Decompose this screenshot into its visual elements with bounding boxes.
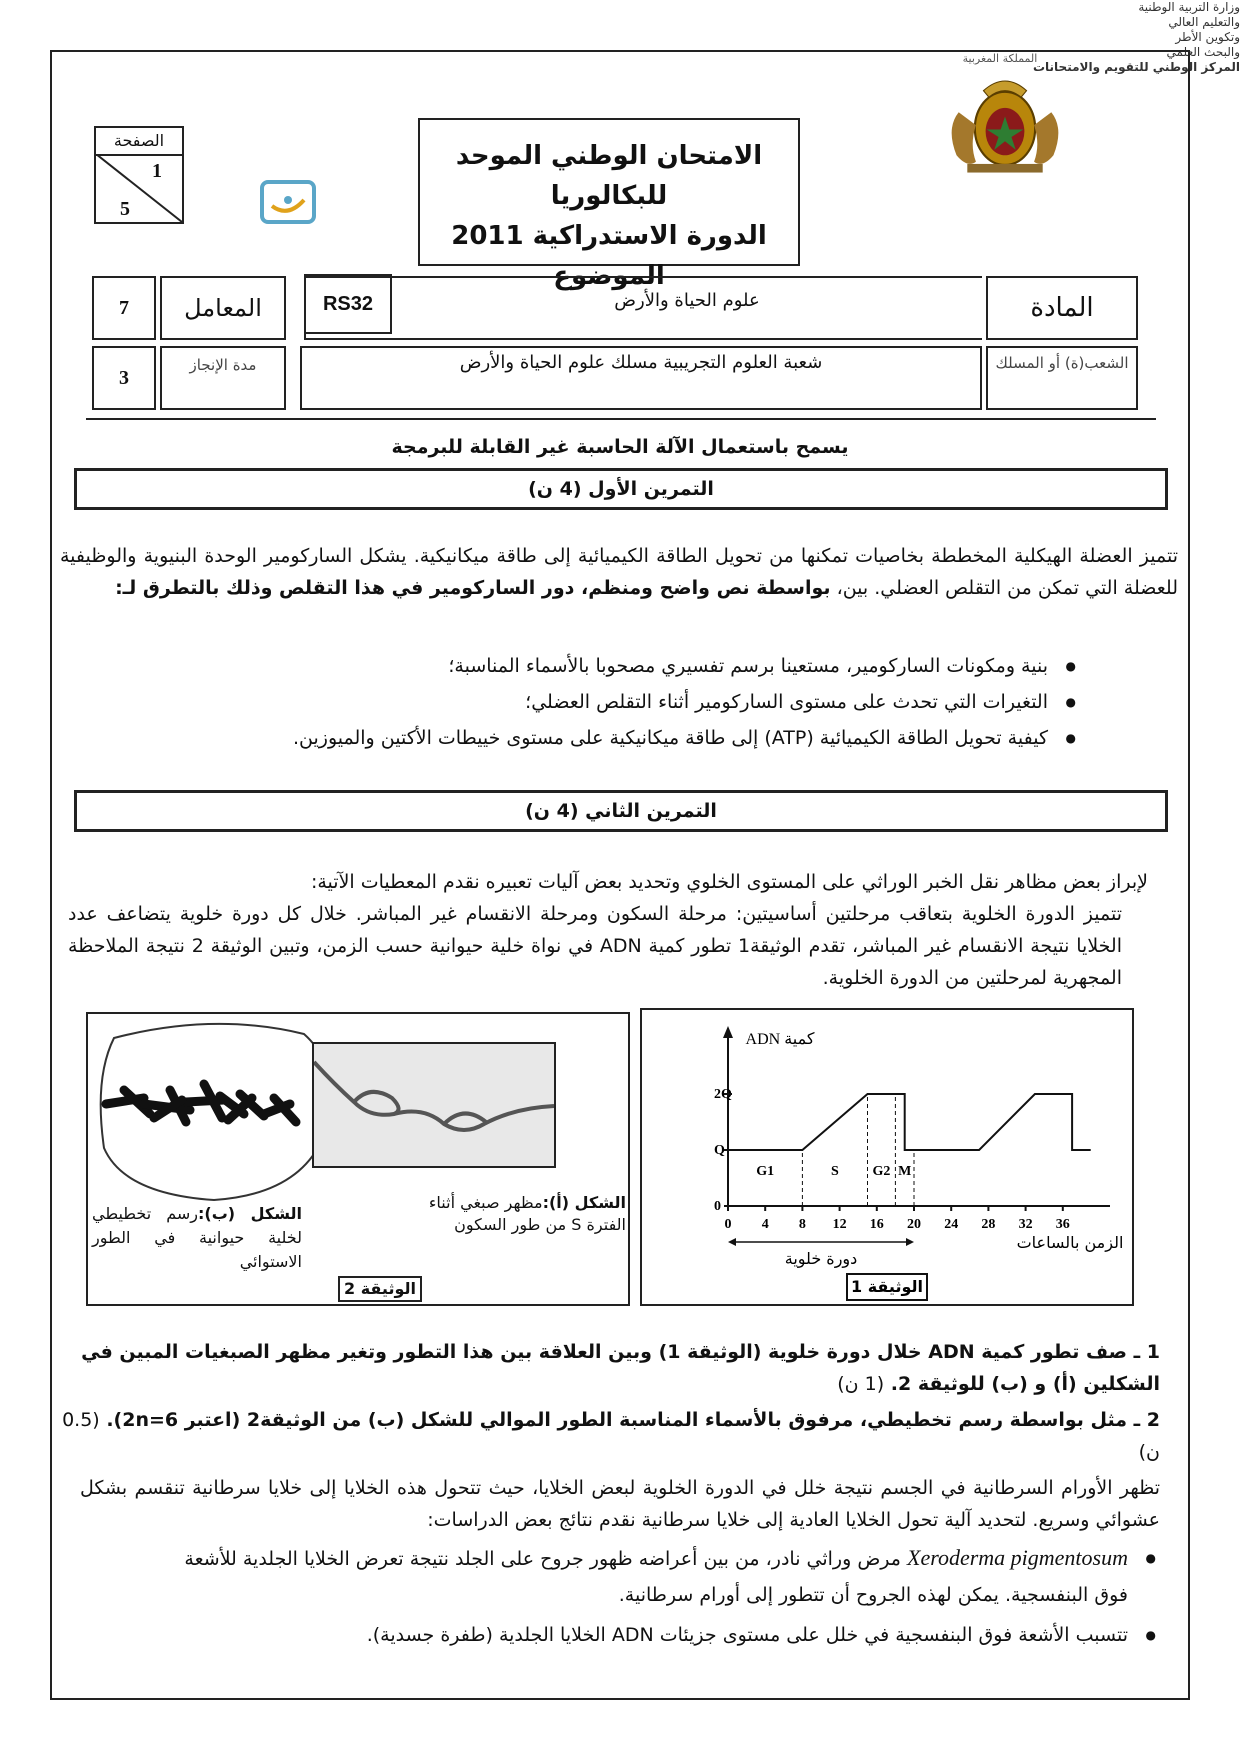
chromatin-photo	[312, 1042, 556, 1168]
x-tick-label: 0	[724, 1217, 732, 1232]
fig-a-title: الشكل (أ):	[542, 1193, 626, 1212]
ministry-line: والبحث العلمي	[1166, 45, 1240, 59]
question-1-points: (1 ن)	[837, 1373, 885, 1395]
page-number-box	[94, 126, 184, 224]
question-2-number: 2	[1146, 1409, 1160, 1431]
duration-label: مدة الإنجاز	[160, 346, 286, 410]
page-diagonal	[96, 154, 182, 222]
y-tick-label: 2Q	[714, 1087, 732, 1102]
ministry-line: وزارة التربية الوطنية	[1138, 0, 1240, 14]
kingdom-label: المملكة المغربية	[962, 52, 1038, 65]
exercise1-intro	[60, 540, 1178, 604]
x-tick-label: 24	[944, 1217, 959, 1232]
header-rule	[86, 418, 1156, 420]
exercise1-bullets	[120, 648, 1080, 756]
x-tick-label: 16	[869, 1217, 884, 1232]
page-number: 1	[152, 160, 162, 182]
calculator-note: يسمح باستعمال الآلة الحاسبة غير القابلة للبرمجة	[391, 436, 849, 458]
disease-name: Xeroderma pigmentosum	[907, 1545, 1128, 1570]
adn-series-line	[728, 1094, 1091, 1150]
y-axis-label: كمية ADN	[745, 1031, 815, 1048]
phase-label: G1	[756, 1164, 775, 1180]
ministry-line: والتعليم العالي	[1168, 15, 1240, 29]
phase-label: S	[831, 1164, 839, 1180]
exam-title-box	[418, 118, 800, 291]
fig-a-text: مظهر صبغي أثناء الفترة S من طور السكون	[428, 1193, 626, 1234]
x-tick-label: 20	[907, 1217, 921, 1232]
cnem-logo-icon	[258, 172, 318, 228]
subject-code: RS32	[304, 274, 392, 334]
exercise2-para2: تظهر الأورام السرطانية في الجسم نتيجة خلل في الدورة الخلوية لبعض الخلايا، حيث تتحول هذه الخلايا إلى خلايا سرطانية تنقسم بشكل عشوائي وسريع. لتحديد آلية تحول الخلايا العادية إلى خلايا سرطانية نقدم نتائج بعض الدراسات:	[80, 1477, 1160, 1531]
adn-chart	[642, 1010, 1132, 1304]
subject-label: المادة	[986, 276, 1138, 340]
fig-b-text: رسم تخطيطي لخلية حيوانية في الطور الاستوائي	[92, 1204, 302, 1271]
subject-name: علوم الحياة والأرض	[614, 290, 760, 311]
y-tick-label: 0	[714, 1199, 721, 1214]
exercise2-para1: تتميز الدورة الخلوية بتعاقب مرحلتين أساسيتين: مرحلة السكون ومرحلة الانقسام غير المباشر. خلال كل دورة خلوية يتضاعف عدد الخلايا نتيجة الانقسام غير المباشر، تقدم الوثيقة1 تطور كمية ADN في نواة خلية حيوانية حسب الزمن، وتبين الوثيقة 2 نتيجة الملاحظة المجهرية لمرحلتين من الدورة الخلوية.	[68, 903, 1122, 989]
exam-session: الدورة الاستدراكية 2011	[451, 221, 767, 251]
exercise2-bullets	[160, 1540, 1160, 1653]
list-item-text: مرض وراثي نادر، من بين أعراضه ظهور جروح على الجلد نتيجة تعرض الخلايا الجلدية للأشعة فوق البنفسجية. يمكن لهذه الجروح أن تتطور إلى أورام سرطانية.	[184, 1548, 1128, 1606]
exam-subject-label: الموضوع	[553, 261, 665, 291]
document1-label: الوثيقة 1	[851, 1277, 923, 1296]
list-item-text: تتسبب الأشعة فوق البنفسجية في خلل على مستوى جزيئات ADN الخلايا الجلدية (طفرة جسدية).	[366, 1624, 1128, 1646]
x-tick-label: 8	[798, 1217, 806, 1232]
page-total: 5	[120, 198, 130, 220]
y-axis-arrow	[723, 1026, 733, 1038]
exercise1-intro-bold: بواسطة نص واضح ومنظم، دور الساركومير في هذا التقلص وذلك بالتطرق لـ:	[115, 577, 831, 599]
coefficient-label: المعامل	[160, 276, 286, 340]
question-2	[40, 1404, 1160, 1468]
moroccan-emblem-icon	[935, 68, 1075, 178]
branch-label: الشعب(ة) أو المسلك	[986, 346, 1138, 410]
coefficient-value: 7	[92, 276, 156, 340]
ministry-line: المركز الوطني للتقويم والامتحانات	[1032, 60, 1240, 74]
list-item: ● كيفية تحويل الطاقة الكيميائية (ATP) إلى طاقة ميكانيكية على مستوى خييطات الأكتين والميوزين.	[120, 720, 1080, 756]
list-item: ● بنية ومكونات الساركومير، مستعينا برسم تفسيري مصحوبا بالأسماء المناسبة؛	[120, 648, 1080, 684]
document1-figure	[640, 1008, 1134, 1306]
exercise2-intro: لإبراز بعض مظاهر نقل الخبر الوراثي على المستوى الخلوي وتحديد بعض آليات تعبيره نقدم المعطيات الآتية:	[310, 871, 1148, 893]
question-2-points: (0.5 ن)	[62, 1409, 1160, 1463]
cycle-arrow-head-right	[906, 1238, 914, 1246]
x-tick-label: 4	[761, 1217, 769, 1232]
question-1-text: ـ صف تطور كمية ADN خلال دورة خلوية (الوثيقة 1) وبين العلاقة بين هذا التطور وتغير مظهر الصبغيات المبين في الشكلين (أ) و (ب) للوثيقة 2.	[81, 1341, 1160, 1395]
list-item	[160, 1617, 1160, 1653]
x-axis-label: الزمن بالساعات	[1016, 1233, 1124, 1252]
x-tick-label: 12	[832, 1217, 847, 1232]
x-tick-label: 28	[981, 1217, 996, 1232]
exercise1-title: التمرين الأول (4 ن)	[74, 468, 1168, 510]
y-tick-label: Q	[714, 1143, 725, 1158]
x-tick-label: 36	[1055, 1217, 1070, 1232]
page-label: الصفحة	[96, 128, 182, 156]
list-item: ● التغيرات التي تحدث على مستوى الساركومير أثناء التقلص العضلي؛	[120, 684, 1080, 720]
cycle-label: دورة خلوية	[784, 1249, 858, 1268]
phase-label: M	[898, 1164, 912, 1180]
exercise2-title: التمرين الثاني (4 ن)	[74, 790, 1168, 832]
x-tick-label: 32	[1018, 1217, 1033, 1232]
cycle-arrow-head-left	[728, 1238, 736, 1246]
exam-title: الامتحان الوطني الموحد للبكالوريا	[455, 141, 763, 211]
branch-name: شعبة العلوم التجريبية مسلك علوم الحياة والأرض	[459, 352, 823, 373]
list-item	[160, 1540, 1160, 1613]
ministry-line: وتكوين الأطر	[1175, 30, 1240, 44]
question-1	[80, 1336, 1160, 1400]
fig-b-caption	[92, 1202, 302, 1274]
phase-label: G2	[872, 1164, 891, 1180]
question-2-text: ـ مثل بواسطة رسم تخطيطي، مرفوق بالأسماء المناسبة الطور الموالي للشكل (ب) من الوثيقة2 (اعتبر 2n=6).	[106, 1409, 1141, 1431]
question-1-number: 1	[1146, 1341, 1160, 1363]
document2-figure	[86, 1012, 630, 1306]
exercise1-intro-text: تتميز العضلة الهيكلية المخططة بخاصيات تمكنها من تحويل الطاقة الكيميائية إلى طاقة ميكانيكية. يشكل الساركومير الوحدة البنيوية والوظيفية للعضلة التي تمكن من التقلص العضلي. بين،	[60, 545, 1178, 599]
duration-value: 3	[92, 346, 156, 410]
document2-label: الوثيقة 2	[338, 1276, 422, 1302]
fig-a-caption	[426, 1192, 626, 1236]
fig-b-title: الشكل (ب):	[198, 1204, 302, 1223]
